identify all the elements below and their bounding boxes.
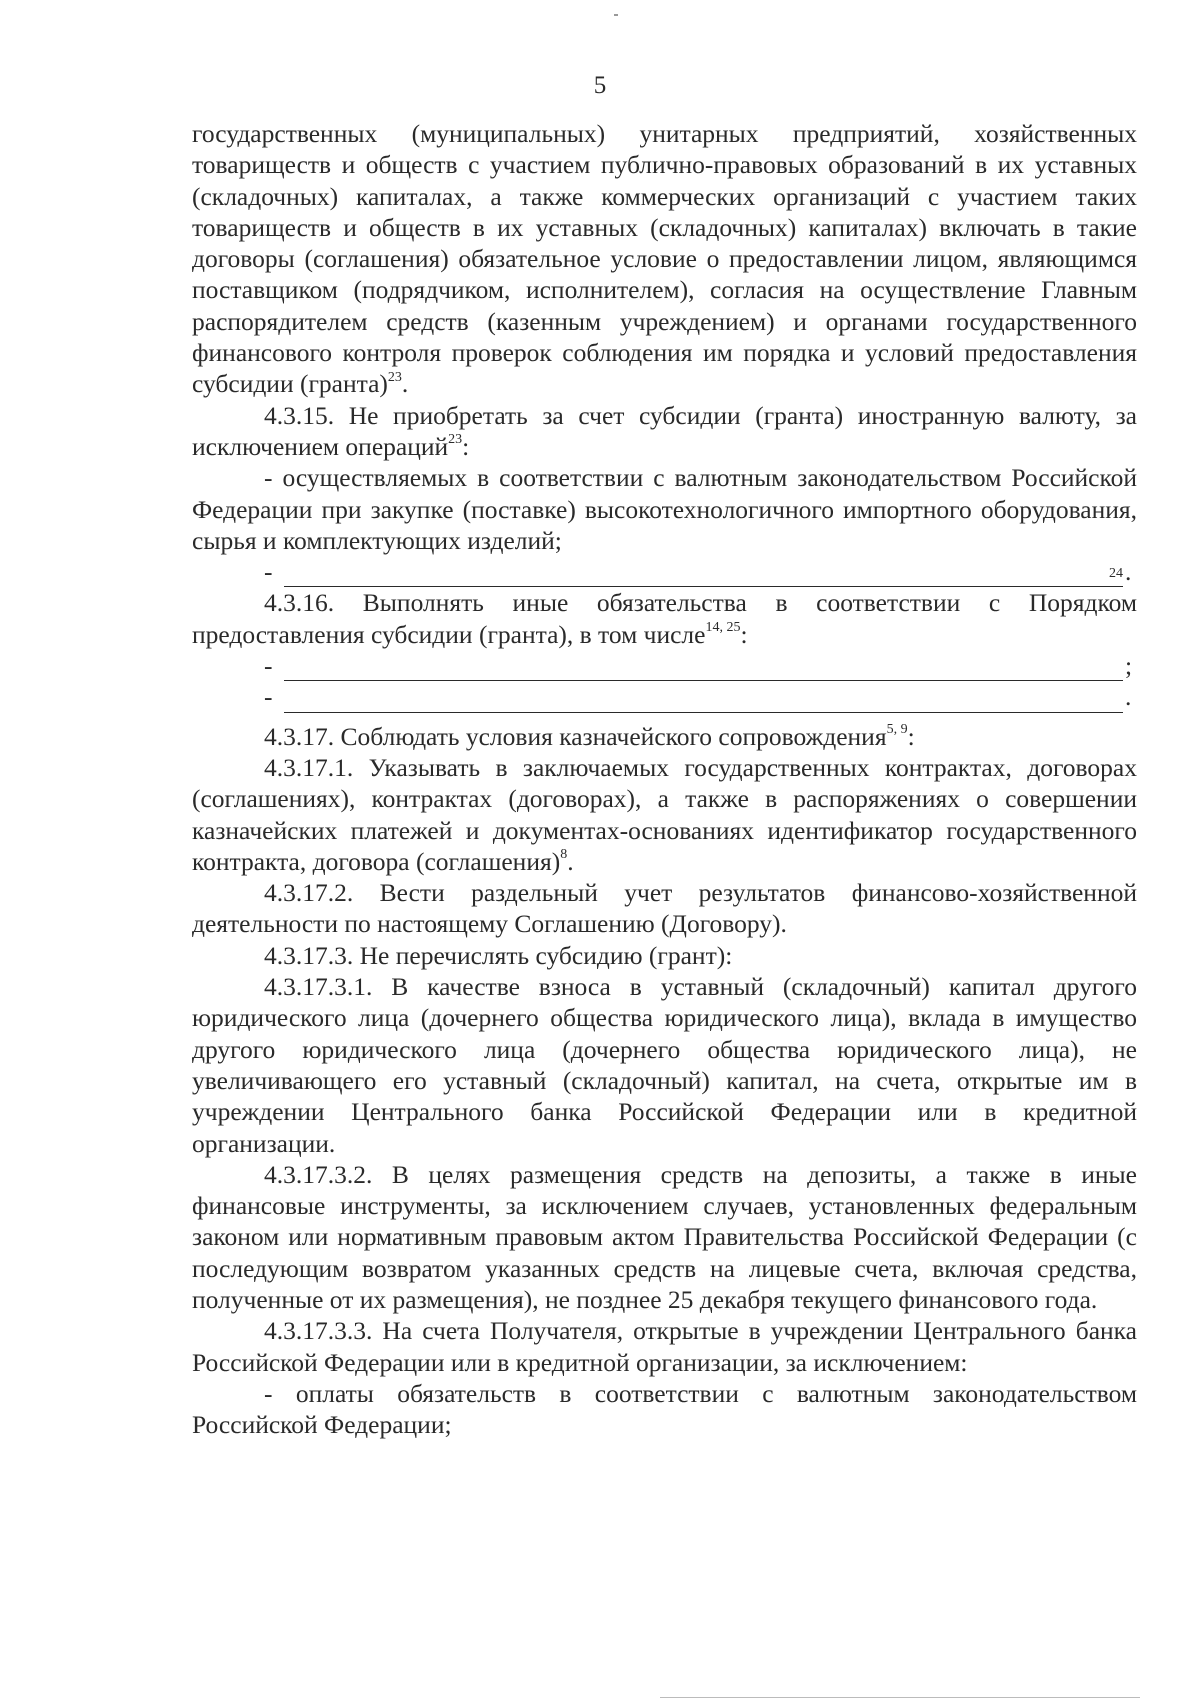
footnote-ref: 5, 9	[886, 722, 908, 738]
paragraph-4-3-17-3: 4.3.17.3. Не перечислять субсидию (грант):	[264, 940, 733, 970]
paragraph-4-3-17-1: 4.3.17.1. Указывать в заключаемых государственных контрактах, договорах (соглашениях), контрактах (договорах), а также в распоряжениях о совершении казначейских платежей и документах-основаниях идентификатор государственного контракта, договора (соглашения)$^8$.	[192, 752, 1137, 876]
scan-mark	[614, 14, 618, 16]
blank-fill-line: - 24 .	[192, 556, 1137, 587]
blank-fill-line: - .	[264, 682, 1132, 712]
paragraph-text: 4.3.16. Выполнять иные обязательства в соответствии с Порядком предоставления субсидии (гранта), в том числе	[192, 588, 1137, 649]
footnote-ref: 8	[560, 847, 568, 863]
bottom-divider	[660, 1697, 1140, 1698]
paragraph-continuation: государственных (муниципальных) унитарных предприятий, хозяйственных товариществ и обществ с участием публично-правовых образований в их уставных (складочных) капиталах, а также коммерческих организаций с участием таких товариществ и обществ в их уставных (складочных) капиталах) включать в такие договоры (соглашения) обязательное условие о предоставлении лицом, являющимся поставщиком (подрядчиком, исполнителем), согласия на осуществление Главным распорядителем средств (казенным учреждением) и органами государственного финансового контроля проверок соблюдения им порядка и условий предоставления субсидии (гранта)$^{23}$.	[192, 119, 1137, 399]
paragraph-4-3-17: 4.3.17. Соблюдать условия казначейского сопровождения$^{5, 9}$:	[264, 721, 915, 751]
paragraph-text: 4.3.17.1. Указывать в заключаемых государственных контрактах, договорах (соглашениях), контрактах (договорах), а также в распоряжениях о совершении казначейских платежей и документах-основаниях идентификатор государственного контракта, договора (соглашения)	[192, 752, 1137, 876]
list-item-currency-law: - осуществляемых в соответствии с валютным законодательством Российской Федерации при закупке (поставке) высокотехнологичного импортного оборудования, сырья и комплектующих изделий;	[192, 463, 1137, 555]
blank-fill-line: - ;	[264, 651, 1133, 681]
paragraph-4-3-17-3-1: 4.3.17.3.1. В качестве взноса в уставный (складочный) капитал другого юридического лица (дочернего общества юридического лица), вклада в имущество другого юридического лица (дочернего общества юридического лица), не увеличивающего его уставный (складочный) капитал, на счета, открытые им в учреждении Центрального банка Российской Федерации или в кредитной организации.	[192, 972, 1137, 1158]
paragraph-text: 4.3.15. Не приобретать за счет субсидии (гранта) иностранную валюту, за исключением операций	[192, 400, 1137, 461]
paragraph-4-3-17-2: 4.3.17.2. Вести раздельный учет результатов финансово-хозяйственной деятельности по настоящему Соглашению (Договору).	[192, 878, 1137, 939]
paragraph-text: государственных (муниципальных) унитарных предприятий, хозяйственных товариществ и обществ с участием публично-правовых образований в их уставных (складочных) капиталах, а также коммерческих организаций с участием таких товариществ и обществ в их уставных (складочных) капиталах) включать в такие договоры (соглашения) обязательное условие о предоставлении лицом, являющимся поставщиком (подрядчиком, исполнителем), согласия на осуществление Главным распорядителем средств (казенным учреждением) и органами государственного финансового контроля проверок соблюдения им порядка и условий предоставления субсидии (гранта)	[192, 119, 1137, 399]
document-body	[192, 118, 1137, 1440]
fill-rule	[284, 690, 1123, 713]
footnote-ref: 23	[387, 369, 402, 385]
page-number: 5	[593, 72, 607, 99]
fill-rule	[284, 564, 1123, 587]
fill-rule	[284, 658, 1123, 681]
footnote-ref: 24	[1109, 566, 1123, 582]
paragraph-4-3-17-3-2: 4.3.17.3.2. В целях размещения средств на депозиты, а также в иные финансовые инструменты, за исключением случаев, установленных федеральным законом или нормативным правовым актом Правительства Российской Федерации (с последующим возвратом указанных средств на лицевые счета, включая средства, полученные от их размещения), не позднее 25 декабря текущего финансового года.	[192, 1159, 1137, 1314]
list-item-currency-obligations: - оплаты обязательств в соответствии с валютным законодательством Российской Федерации;	[192, 1378, 1137, 1440]
paragraph-4-3-15: 4.3.15. Не приобретать за счет субсидии (гранта) иностранную валюту, за исключением операций$^{23}$:	[192, 400, 1137, 461]
footnote-ref: 14, 25	[705, 620, 741, 636]
paragraph-text: 4.3.17. Соблюдать условия казначейского сопровождения	[264, 721, 887, 751]
paragraph-4-3-16: 4.3.16. Выполнять иные обязательства в соответствии с Порядком предоставления субсидии (гранта), в том числе$^{14, 25}$:	[192, 588, 1137, 649]
footnote-ref: 23	[448, 432, 463, 448]
paragraph-4-3-17-3-3: 4.3.17.3.3. На счета Получателя, открытые в учреждении Центрального банка Российской Федерации или в кредитной организации, за исключением:	[192, 1316, 1137, 1377]
